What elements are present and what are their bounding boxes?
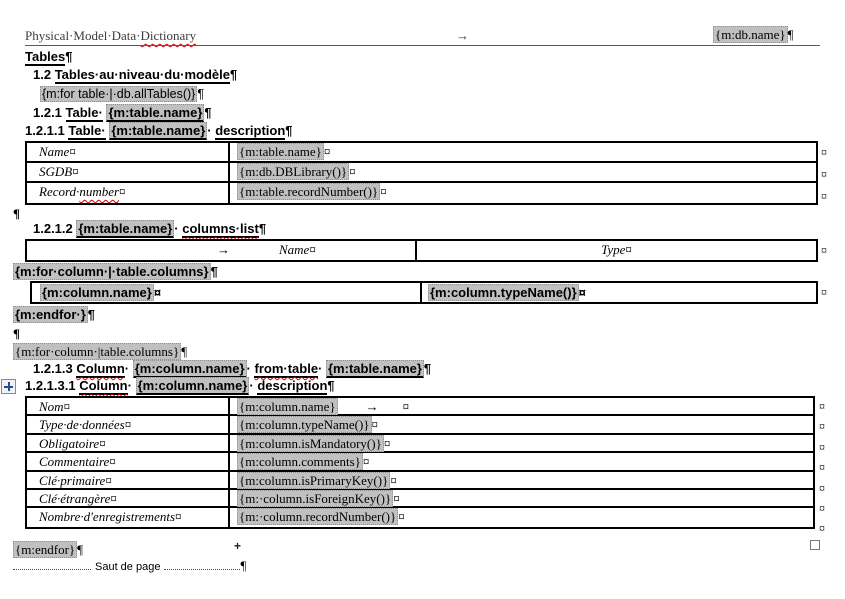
row-value-cell <box>230 163 816 182</box>
separator-dot: · <box>318 361 326 376</box>
pilcrow-mark: ¶ <box>210 264 218 279</box>
heading-tables-text: Tables <box>25 49 66 64</box>
pilcrow-mark: ¶ <box>285 123 293 138</box>
row-label: Clé·étrangère <box>39 490 111 506</box>
header-field-line <box>713 27 794 43</box>
columns-list-header-row <box>25 239 818 262</box>
heading-number: 1.2.1.3.1 <box>25 378 80 393</box>
table-row <box>27 472 813 490</box>
table-row <box>27 183 816 203</box>
pilcrow-mark: ¶ <box>423 361 432 376</box>
heading-1-2-1-1 <box>25 123 293 139</box>
page-break-line <box>13 558 246 575</box>
merge-field-column-name[interactable]: {m:column.name} <box>134 361 245 376</box>
cell-end-mark: ¤ <box>402 399 410 414</box>
pilcrow-mark: ¶ <box>77 542 84 557</box>
row-end-mark: ¤ <box>819 501 825 515</box>
heading-text: columns·list <box>182 221 259 236</box>
cell-end-mark: ¤ <box>349 164 356 179</box>
loop-endfor-serif <box>13 542 83 558</box>
row-label-cell <box>27 416 230 432</box>
row-label-cell <box>27 508 230 526</box>
heading-text: Column <box>79 378 128 393</box>
row-label: SGDB <box>39 164 73 179</box>
cell-end-mark: ¤ <box>110 490 117 506</box>
row-label: Clé·primaire <box>39 472 106 488</box>
pilcrow-mark: ¶ <box>229 67 238 82</box>
merge-field-for-tables[interactable]: {m:for table·|·db.allTables()} <box>42 87 196 101</box>
cell-end-mark: ¤ <box>119 184 126 199</box>
heading-tables <box>25 49 72 65</box>
heading-number: 1.2.1 <box>33 105 66 120</box>
pilcrow-mark: ¶ <box>65 49 73 64</box>
header-cell-type <box>417 241 816 260</box>
empty-paragraph: ¶ <box>13 206 21 221</box>
cell-end-mark: ¤ <box>578 285 586 300</box>
row-end-mark: ¤ <box>821 145 827 159</box>
heading-text: description <box>215 123 286 138</box>
merge-field-table-name[interactable]: {m:table.name} <box>239 144 322 159</box>
cell-end-mark: ¤ <box>105 472 112 488</box>
cell-end-mark: ¤ <box>153 285 162 300</box>
row-value-cell <box>230 490 813 507</box>
row-end-mark: ¤ <box>819 481 825 495</box>
row-end-mark: ¤ <box>821 285 827 299</box>
header-cell-name <box>27 241 417 260</box>
merge-field-endfor[interactable]: {m:endfor·} <box>15 307 86 322</box>
heading-text: Tables·au·niveau·du·modèle <box>54 67 230 82</box>
data-cell-name <box>32 283 422 302</box>
heading-number: 1.2.1.2 <box>33 221 77 236</box>
merge-field-record-number[interactable]: {m:table.recordNumber()} <box>239 184 379 199</box>
row-value-cell <box>230 453 813 470</box>
row-value-cell <box>230 398 813 415</box>
heading-text: description <box>257 378 328 393</box>
merge-field-for-columns[interactable]: {m:for·column·|table.columns} <box>15 344 180 359</box>
row-label: Obligatoire <box>39 435 100 451</box>
separator-dot: · <box>127 378 136 393</box>
table-move-handle-icon[interactable] <box>1 379 16 394</box>
row-label-cell <box>27 163 230 181</box>
cell-end-mark: ¤ <box>390 472 397 488</box>
cell-end-mark: ¤ <box>99 435 106 451</box>
table-row <box>27 453 813 471</box>
cell-end-mark: ¤ <box>380 184 387 199</box>
header-title <box>25 28 196 44</box>
table-row <box>27 398 813 416</box>
pilcrow-mark: ¶ <box>787 27 794 42</box>
row-end-mark: ¤ <box>819 399 825 413</box>
page-break-label: Saut de page <box>95 561 161 573</box>
pilcrow-mark: ¶ <box>204 105 212 120</box>
cell-end-mark: ¤ <box>371 417 379 433</box>
row-label: Record· <box>39 184 80 199</box>
table-row <box>27 508 813 526</box>
heading-1-2-1-2 <box>33 221 266 237</box>
row-end-mark: ¤ <box>821 243 827 257</box>
row-label-cell <box>27 435 230 451</box>
row-end-mark: ¤ <box>821 167 827 181</box>
cell-end-mark: ¤ <box>63 399 71 414</box>
cell-end-mark: ¤ <box>625 242 632 257</box>
table-description-table <box>25 141 818 205</box>
row-label-cell <box>27 183 230 203</box>
column-resize-marker-icon[interactable]: + <box>234 539 242 553</box>
row-label: Name <box>39 144 70 159</box>
row-label-misspelled: number <box>79 184 120 199</box>
loop-for-tables <box>40 86 204 102</box>
heading-1-2-1 <box>33 105 212 121</box>
empty-paragraph: ¶ <box>13 326 21 341</box>
pilcrow-mark: ¶ <box>181 344 188 359</box>
cell-end-mark: ¤ <box>398 509 405 525</box>
row-label: Nombre·d'enregistrements <box>39 509 176 525</box>
heading-number: 1.2.1.3 <box>33 361 77 376</box>
header-title-text: Physical·Model·Data· <box>25 28 141 43</box>
table-row <box>27 143 816 163</box>
merge-field-column-isforeignkey[interactable]: {m:·column.isForeignKey()} <box>239 490 392 506</box>
table-row <box>27 163 816 183</box>
row-label-cell <box>27 490 230 506</box>
row-value-cell <box>230 416 813 433</box>
cell-end-mark: ¤ <box>393 490 400 506</box>
header-rule <box>25 45 820 46</box>
heading-text: Column <box>76 361 125 376</box>
loop-for-columns-bold <box>13 264 218 280</box>
merge-field-column-comments[interactable]: {m:column.comments} <box>239 454 361 470</box>
cell-end-mark: ¤ <box>309 242 316 257</box>
row-label: Commentaire <box>39 454 110 470</box>
pilcrow-mark: ¶ <box>197 87 205 101</box>
row-value-cell <box>230 183 816 204</box>
separator-dot: · <box>124 361 133 376</box>
separator-dot: · <box>249 378 258 393</box>
cell-end-mark: ¤ <box>383 435 391 451</box>
row-value-cell <box>230 508 813 527</box>
heading-1-2-1-3 <box>33 361 431 377</box>
header-title-misspelled: Dictionary <box>140 28 197 43</box>
heading-text: Table· <box>68 123 106 138</box>
row-label-cell <box>27 453 230 469</box>
merge-field-table-name[interactable]: {m:table.name} <box>78 221 173 236</box>
merge-field-table-name[interactable]: {m:table.name} <box>111 123 206 138</box>
merge-field-column-name[interactable]: {m:column.name} <box>42 285 152 300</box>
row-end-mark: ¤ <box>819 419 825 433</box>
separator-dot: · <box>174 221 183 236</box>
heading-1-2-1-3-1 <box>25 378 335 394</box>
columns-list-data-row <box>30 281 818 304</box>
cell-end-mark: ¤ <box>124 417 132 433</box>
merge-field-column-name[interactable]: {m:column.name} <box>137 378 248 393</box>
pilcrow-mark: ¶ <box>240 558 247 573</box>
merge-field-endfor[interactable]: {m:endfor} <box>15 542 76 557</box>
merge-field-db-name[interactable]: {m:db.name} <box>715 27 786 42</box>
cell-end-mark: ¤ <box>175 509 182 525</box>
row-label: Type·de·données <box>39 417 125 433</box>
table-resize-handle[interactable] <box>810 540 820 550</box>
tab-arrow-icon: → <box>217 242 230 257</box>
row-value-cell <box>230 435 813 452</box>
merge-field-column-typename[interactable]: {m:column.typeName()} <box>239 417 370 433</box>
table-row <box>27 416 813 434</box>
row-end-mark: ¤ <box>819 460 825 474</box>
column-description-table <box>25 396 815 529</box>
row-value-cell <box>230 143 816 162</box>
tab-arrow-icon: → <box>365 399 379 414</box>
merge-field-for-columns[interactable]: {m:for·column·|·table.columns} <box>15 264 209 279</box>
row-value-cell <box>230 472 813 489</box>
row-label-cell <box>27 398 230 414</box>
loop-endfor-bold <box>13 307 95 323</box>
cell-end-mark: ¤ <box>72 164 79 179</box>
merge-field-column-ismandatory[interactable]: {m:column.isMandatory()} <box>239 435 382 451</box>
table-row <box>27 435 813 453</box>
row-label-cell <box>27 472 230 488</box>
separator-dot: · <box>246 361 255 376</box>
merge-field-column-typename[interactable]: {m:column.typeName()} <box>430 285 577 300</box>
merge-field-column-recordnumber[interactable]: {m:·column.recordNumber()} <box>239 509 397 525</box>
pilcrow-mark: ¶ <box>327 378 335 393</box>
heading-text: Table· <box>65 105 103 120</box>
merge-field-column-name[interactable]: {m:column.name} <box>239 399 336 414</box>
row-end-mark: ¤ <box>821 189 827 203</box>
row-label-cell <box>27 143 230 161</box>
heading-1-2 <box>33 67 237 83</box>
column-header-label: Name¤ <box>279 242 316 257</box>
page-break-leader <box>13 560 91 570</box>
heading-text: from·table <box>254 361 319 376</box>
table-row <box>27 490 813 508</box>
page-break-leader <box>164 560 240 570</box>
separator-dot: · <box>207 123 216 138</box>
merge-field-table-name[interactable]: {m:table.name} <box>328 361 422 376</box>
merge-field-db-library[interactable]: {m:db.DBLibrary()} <box>239 164 348 179</box>
cell-end-mark: ¤ <box>362 454 370 470</box>
heading-number: 1.2 <box>33 67 55 82</box>
cell-end-mark: ¤ <box>323 144 331 159</box>
pilcrow-mark: ¶ <box>87 307 96 322</box>
pilcrow-mark: ¶ <box>258 221 267 236</box>
loop-for-columns-serif <box>13 344 187 360</box>
merge-field-table-name[interactable]: {m:table.name} <box>108 105 203 120</box>
row-label: Nom <box>39 399 64 414</box>
header-tab-arrow-icon: → <box>456 28 469 43</box>
data-cell-type <box>422 283 816 302</box>
column-header-label: Type¤ <box>601 242 632 257</box>
heading-number: 1.2.1.1 <box>25 123 69 138</box>
cell-end-mark: ¤ <box>69 144 76 159</box>
row-end-mark: ¤ <box>819 521 825 535</box>
row-end-mark: ¤ <box>819 440 825 454</box>
merge-field-column-isprimarykey[interactable]: {m:column.isPrimaryKey()} <box>239 472 389 488</box>
cell-end-mark: ¤ <box>109 454 116 470</box>
